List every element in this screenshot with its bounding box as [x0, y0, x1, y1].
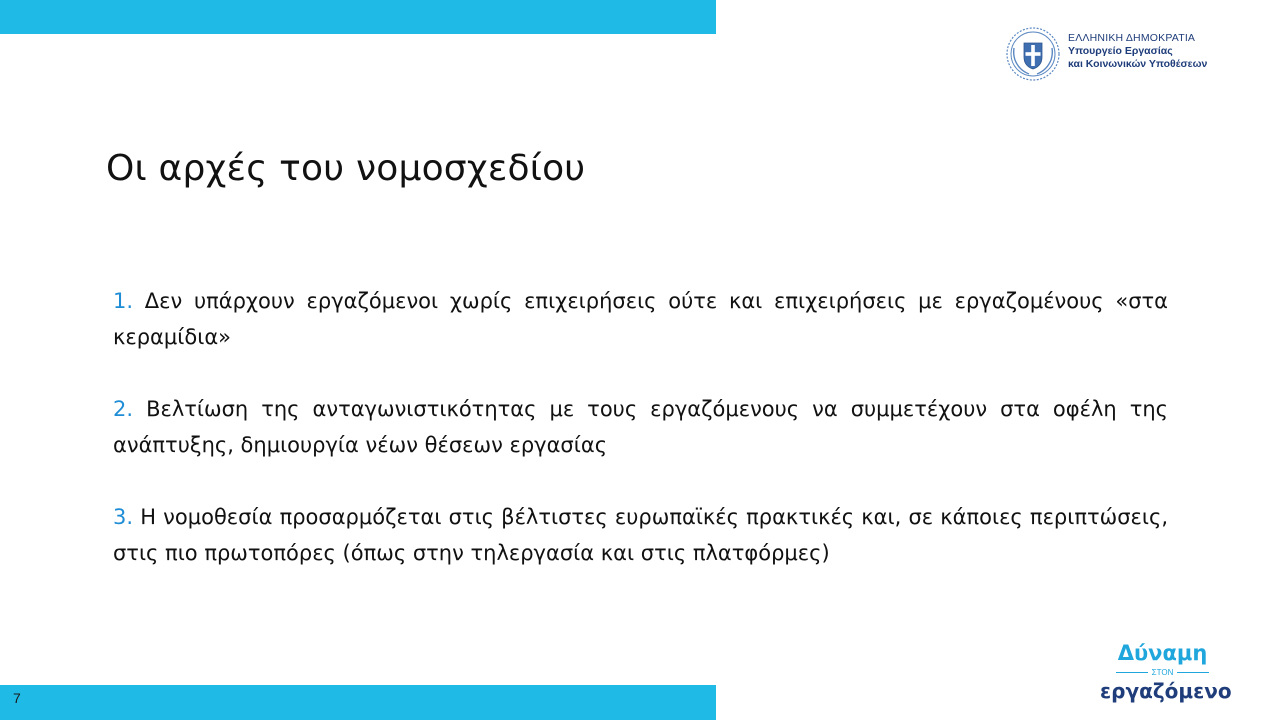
- ministry-header: [1068, 32, 1207, 71]
- page-number: 7: [13, 690, 21, 706]
- greek-coat-of-arms-icon: [1005, 26, 1061, 82]
- ministry-name-line2: και Κοινωνικών Υποθέσεων: [1068, 58, 1208, 70]
- principle-number: 3.: [113, 505, 134, 529]
- principle-text: Βελτίωση της ανταγωνιστικότητας με τους εργαζόμενους να συμμετέχουν στα οφέλη της ανάπτυξης, δημιουργία νέων θέσεων εργασίας: [113, 397, 1168, 457]
- campaign-logo-middle: [1100, 668, 1225, 677]
- campaign-logo-middle-word: ΣΤΟΝ: [1151, 668, 1174, 677]
- principle-number: 1.: [113, 289, 134, 313]
- principles-list: [113, 283, 1168, 607]
- campaign-logo-bottom: εργαζόμενο: [1100, 679, 1232, 703]
- ministry-name-line1: Υπουργείο Εργασίας: [1068, 45, 1173, 57]
- principle-text: Δεν υπάρχουν εργαζόμενοι χωρίς επιχειρήσεις ούτε και επιχειρήσεις με εργαζομένους «στα κεραμίδια»: [113, 289, 1168, 349]
- campaign-logo: [1100, 640, 1232, 704]
- principle-item: [113, 499, 1168, 571]
- slide-title: Οι αρχές του νομοσχεδίου: [106, 148, 586, 189]
- top-accent-band: [0, 0, 716, 34]
- divider: [1116, 672, 1148, 673]
- country-name: ΕΛΛΗΝΙΚΗ ΔΗΜΟΚΡΑΤΙΑ: [1068, 32, 1196, 44]
- principle-item: [113, 391, 1168, 463]
- principle-item: [113, 283, 1168, 355]
- campaign-logo-top: Δύναμη: [1117, 641, 1208, 665]
- bottom-accent-band: [0, 685, 716, 720]
- principle-text: Η νομοθεσία προσαρμόζεται στις βέλτιστες ευρωπαϊκές πρακτικές και, σε κάποιες περιπτώσεις, στις πιο πρωτοπόρες (όπως στην τηλεργασία και στις πλατφόρμες): [113, 505, 1168, 565]
- divider: [1177, 672, 1209, 673]
- principle-number: 2.: [113, 397, 134, 421]
